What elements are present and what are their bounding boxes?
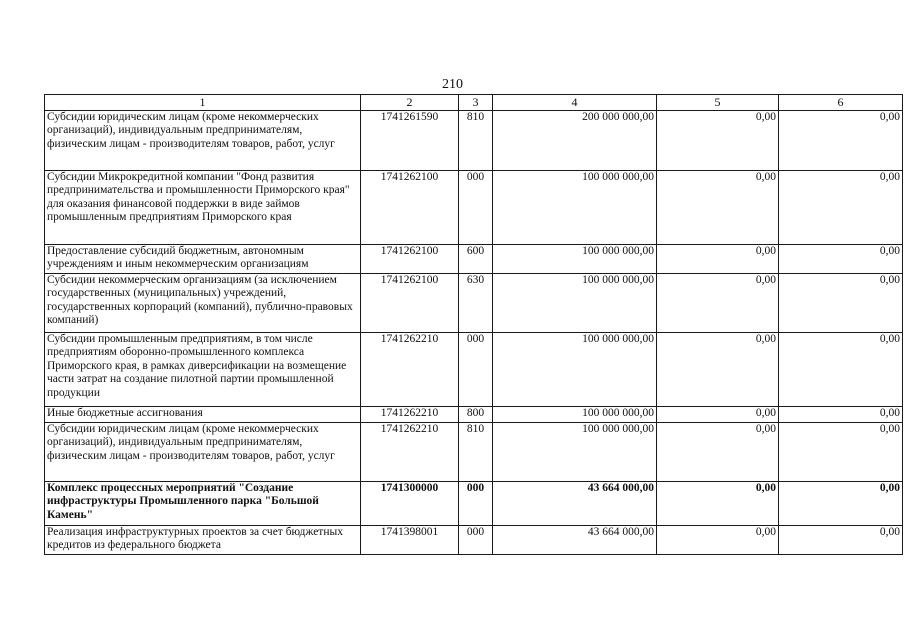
row-col5: 0,00 — [657, 423, 779, 482]
row-type: 000 — [459, 482, 493, 526]
row-col4: 100 000 000,00 — [493, 171, 657, 245]
column-header: 5 — [657, 95, 779, 111]
row-col4: 200 000 000,00 — [493, 111, 657, 171]
table-row — [45, 111, 903, 171]
budget-table — [44, 94, 903, 555]
table-row — [45, 274, 903, 333]
row-col6: 0,00 — [779, 482, 903, 526]
row-name: Субсидии некоммерческим организациям (за исключением государственных (муниципальных) учреждений, государственных корпораций (компаний), публично-правовых компаний) — [45, 274, 361, 333]
table-row — [45, 482, 903, 526]
row-code: 1741398001 — [361, 526, 459, 555]
column-header: 2 — [361, 95, 459, 111]
row-code: 1741261590 — [361, 111, 459, 171]
row-col6: 0,00 — [779, 526, 903, 555]
column-header: 4 — [493, 95, 657, 111]
row-col6: 0,00 — [779, 407, 903, 423]
row-name: Субсидии юридическим лицам (кроме некоммерческих организаций), индивидуальным предпринимателям, физическим лицам - производителям товаров, работ, услуг — [45, 111, 361, 171]
row-type: 000 — [459, 333, 493, 407]
row-type: 600 — [459, 245, 493, 274]
row-code: 1741262100 — [361, 274, 459, 333]
row-type: 800 — [459, 407, 493, 423]
row-name: Субсидии промышленным предприятиям, в том числе предприятиям оборонно-промышленного комплекса Приморского края, в рамках диверсификации на возмещение части затрат на создание пилотной партии промышленной продукции — [45, 333, 361, 407]
row-type: 630 — [459, 274, 493, 333]
row-name: Предоставление субсидий бюджетным, автономным учреждениям и иным некоммерческим организациям — [45, 245, 361, 274]
column-header: 6 — [779, 95, 903, 111]
row-col5: 0,00 — [657, 171, 779, 245]
table-row — [45, 423, 903, 482]
row-col5: 0,00 — [657, 111, 779, 171]
row-col4: 100 000 000,00 — [493, 423, 657, 482]
row-col4: 100 000 000,00 — [493, 274, 657, 333]
row-code: 1741262210 — [361, 333, 459, 407]
row-type: 810 — [459, 423, 493, 482]
row-col5: 0,00 — [657, 274, 779, 333]
row-col4: 100 000 000,00 — [493, 333, 657, 407]
row-col6: 0,00 — [779, 171, 903, 245]
table-row — [45, 245, 903, 274]
row-type: 000 — [459, 171, 493, 245]
row-code: 1741262210 — [361, 407, 459, 423]
row-col5: 0,00 — [657, 526, 779, 555]
row-type: 810 — [459, 111, 493, 171]
row-col5: 0,00 — [657, 245, 779, 274]
table-row — [45, 407, 903, 423]
row-code: 1741262100 — [361, 245, 459, 274]
row-col4: 43 664 000,00 — [493, 526, 657, 555]
row-col5: 0,00 — [657, 482, 779, 526]
row-name: Субсидии Микрокредитной компании "Фонд развития предпринимательства и промышленности Приморского края" для оказания финансовой поддержки в виде займов промышленным предприятиям Приморского края — [45, 171, 361, 245]
row-name: Реализация инфраструктурных проектов за счет бюджетных кредитов из федерального бюджета — [45, 526, 361, 555]
column-header: 3 — [459, 95, 493, 111]
row-name: Иные бюджетные ассигнования — [45, 407, 361, 423]
row-code: 1741262100 — [361, 171, 459, 245]
table-row — [45, 333, 903, 407]
table-row — [45, 171, 903, 245]
row-col6: 0,00 — [779, 333, 903, 407]
row-col4: 100 000 000,00 — [493, 407, 657, 423]
row-code: 1741300000 — [361, 482, 459, 526]
row-col4: 100 000 000,00 — [493, 245, 657, 274]
table-header-row — [45, 95, 903, 111]
row-col6: 0,00 — [779, 245, 903, 274]
row-col6: 0,00 — [779, 423, 903, 482]
page-number: 210 — [442, 77, 463, 92]
row-name: Комплекс процессных мероприятий "Создание инфраструктуры Промышленного парка "Большой Камень" — [45, 482, 361, 526]
table-row — [45, 526, 903, 555]
row-col6: 0,00 — [779, 274, 903, 333]
row-type: 000 — [459, 526, 493, 555]
row-name: Субсидии юридическим лицам (кроме некоммерческих организаций), индивидуальным предпринимателям, физическим лицам - производителям товаров, работ, услуг — [45, 423, 361, 482]
row-col6: 0,00 — [779, 111, 903, 171]
column-header: 1 — [45, 95, 361, 111]
row-col5: 0,00 — [657, 407, 779, 423]
row-col4: 43 664 000,00 — [493, 482, 657, 526]
row-col5: 0,00 — [657, 333, 779, 407]
row-code: 1741262210 — [361, 423, 459, 482]
